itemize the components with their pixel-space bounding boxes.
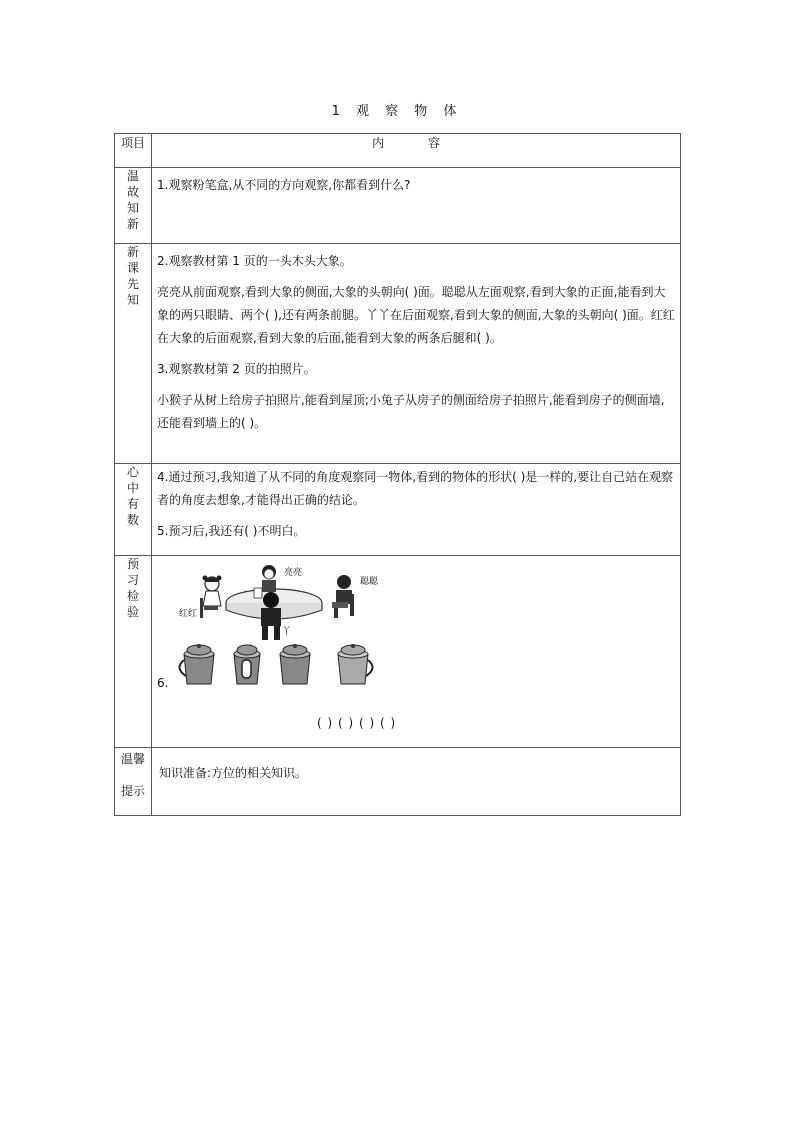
question-5: 5.预习后,我还有( )不明白。	[157, 524, 306, 538]
question-6: 6.	[157, 676, 169, 690]
label-yaya: 丫丫	[273, 627, 292, 637]
row-content	[152, 464, 681, 556]
row-review	[115, 168, 681, 244]
row-label: 预习检验	[126, 557, 139, 619]
row-content	[152, 168, 681, 244]
row-label-line: 温馨	[120, 752, 145, 766]
cup-view-4	[338, 644, 373, 684]
row-label-cell	[115, 556, 152, 748]
child-liangliang	[262, 565, 276, 592]
row-label: 心中有数	[126, 465, 139, 527]
header-item-label: 项目	[120, 136, 145, 150]
question-2: 2.观察教材第 1 页的一头木头大象。	[157, 254, 352, 268]
question-2-text: 亮亮从前面观察,看到大象的侧面,大象的头朝向( )面。聪聪从左面观察,看到大象的正面,能看到大象的两只眼睛、两个( ),还有两条前腿。丫丫在后面观察,看到大象的侧面,大象的头朝向( )面。红红在大象的后面观察,看到大象的后面,能看到大象的两条后腿和( )。	[157, 285, 675, 345]
label-congcong: 聪聪	[360, 577, 379, 587]
row-label: 温故知新	[126, 169, 139, 231]
header-row	[115, 134, 681, 168]
row-content	[152, 556, 681, 748]
row-summary	[115, 464, 681, 556]
cup-on-table	[254, 588, 262, 598]
row-content	[152, 244, 681, 464]
observation-illustration	[174, 558, 394, 698]
answer-blanks: ( ) ( ) ( ) ( )	[317, 716, 396, 730]
row-tip	[115, 748, 681, 816]
page-title: 1 观 察 物 体	[331, 104, 463, 119]
tip-text: 知识准备:方位的相关知识。	[159, 766, 308, 780]
cup-view-1	[179, 644, 214, 684]
cup-view-2	[234, 645, 260, 684]
row-content	[152, 748, 681, 816]
row-label-cell	[115, 168, 152, 244]
row-new-lesson	[115, 244, 681, 464]
question-3-text: 小猴子从树上给房子拍照片,能看到屋顶;小兔子从房子的侧面给房子拍照片,能看到房子的侧面墙,还能看到墙上的( )。	[157, 393, 665, 430]
row-label-cell	[115, 464, 152, 556]
row-label-line: 提示	[120, 784, 145, 798]
label-honghong: 红红	[179, 609, 198, 619]
row-label-cell	[115, 748, 152, 816]
row-label-cell	[115, 244, 152, 464]
question-3: 3.观察教材第 2 页的拍照片。	[157, 362, 316, 376]
header-content-label: 内 容	[152, 134, 681, 168]
child-congcong	[332, 575, 354, 618]
cup-view-3	[280, 644, 310, 684]
header-item-cell	[115, 134, 152, 168]
question-1: 1.观察粉笔盒,从不同的方向观察,你都看到什么?	[157, 178, 411, 192]
child-honghong	[200, 576, 222, 619]
question-4: 4.通过预习,我知道了从不同的角度观察同一物体,看到的物体的形状( )是一样的,要让自己站在观察者的角度去想象,才能得出正确的结论。	[157, 470, 674, 507]
row-label: 新课先知	[126, 245, 139, 307]
label-liangliang: 亮亮	[284, 568, 303, 578]
row-check	[115, 556, 681, 748]
preview-table	[114, 133, 681, 816]
